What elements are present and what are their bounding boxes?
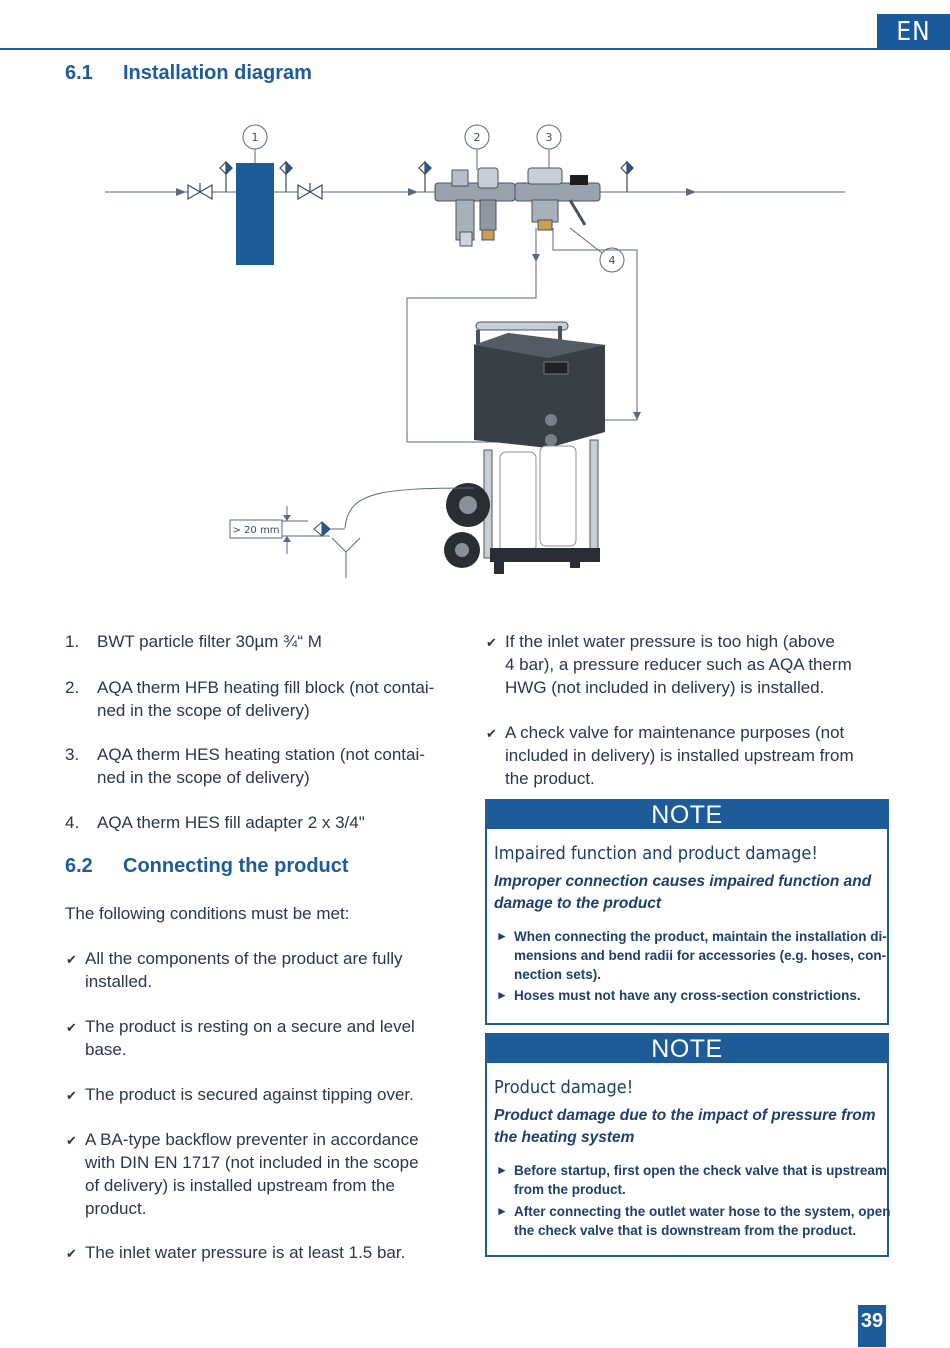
shutoff-valve-right xyxy=(298,183,322,199)
text-line: The product is secured against tipping over. xyxy=(85,1085,414,1104)
note-subtitle xyxy=(494,871,879,915)
legend-text xyxy=(97,630,459,653)
text-line: of delivery) is installed upstream from the xyxy=(85,1176,395,1195)
triangle-right-icon: ► xyxy=(496,1204,508,1218)
note-bullet-text xyxy=(514,1161,887,1199)
text-line: base. xyxy=(85,1040,127,1059)
triangle-right-icon: ► xyxy=(496,929,508,943)
text-line: mensions and bend radii for accessories (e.g. hoses, con- xyxy=(514,948,887,963)
condition-text xyxy=(85,1241,405,1264)
legend-number: 2. xyxy=(65,678,80,697)
legend-number: 4. xyxy=(65,813,80,832)
product-unit xyxy=(444,322,605,574)
text-line: with DIN EN 1717 (not included in the scope xyxy=(85,1153,419,1172)
shutoff-valve-left xyxy=(188,183,212,199)
callout-1: 1 xyxy=(251,131,259,144)
text-line: All the components of the product are fully xyxy=(85,949,403,968)
note-bullet-text xyxy=(514,927,887,984)
installation-diagram xyxy=(0,100,950,590)
text-line: product. xyxy=(85,1199,147,1218)
section-number: 6.1 xyxy=(65,62,93,84)
text-line: If the inlet water pressure is too high (above xyxy=(505,632,835,651)
note-header: NOTE xyxy=(487,1035,887,1063)
text-line: nection sets). xyxy=(514,967,602,982)
text-line: After connecting the outlet water hose to the system, open xyxy=(514,1204,891,1219)
condition-text xyxy=(85,1015,415,1061)
note-title: Impaired function and product damage! xyxy=(494,843,818,864)
text-line: The product is resting on a secure and level xyxy=(85,1017,415,1036)
heating-fill-block xyxy=(435,168,515,246)
note-title: Product damage! xyxy=(494,1077,634,1098)
text-line: Improper connection causes impaired function and xyxy=(494,873,872,890)
text-line: ned in the scope of delivery) xyxy=(97,701,310,720)
note-bullet-text xyxy=(514,986,884,1005)
legend-text xyxy=(97,676,459,722)
text-line: 4 bar), a pressure reducer such as AQA therm xyxy=(505,655,852,674)
section-number: 6.2 xyxy=(65,855,93,877)
text-line: the check valve that is downstream from the product. xyxy=(514,1223,857,1238)
section-title: Installation diagram xyxy=(123,62,312,84)
triangle-right-icon: ► xyxy=(496,1163,508,1177)
legend-text xyxy=(97,743,459,789)
condition-text xyxy=(505,630,852,699)
condition-text xyxy=(505,721,854,790)
text-line: ned in the scope of delivery) xyxy=(97,768,310,787)
triangle-right-icon: ► xyxy=(496,988,508,1002)
conditions-intro: The following conditions must be met: xyxy=(65,904,350,923)
callout-3: 3 xyxy=(545,131,553,144)
legend-number: 3. xyxy=(65,745,80,764)
text-line: The inlet water pressure is at least 1.5 bar. xyxy=(85,1243,406,1262)
text-line: AQA therm HES heating station (not contai- xyxy=(97,745,425,764)
text-line: from the product. xyxy=(514,1182,626,1197)
callout-4: 4 xyxy=(608,254,616,267)
text-line: damage to the product xyxy=(494,895,662,912)
text-line: When connecting the product, maintain the installation di- xyxy=(514,929,887,944)
heating-station xyxy=(515,168,600,230)
gap-label: > 20 mm xyxy=(232,525,280,536)
note-bullet-text xyxy=(514,1202,891,1240)
text-line: Hoses must not have any cross-section constrictions. xyxy=(514,988,861,1003)
note-box xyxy=(485,1033,889,1257)
text-line: AQA therm HFB heating fill block (not contai- xyxy=(97,678,435,697)
checkmark-icon: ✔ xyxy=(66,1246,77,1261)
checkmark-icon: ✔ xyxy=(66,1020,77,1035)
legend-number: 1. xyxy=(65,632,80,651)
note-box xyxy=(485,799,889,1025)
text-line: included in delivery) is installed upstream from xyxy=(505,746,854,765)
condition-text xyxy=(85,1128,419,1220)
text-line: Before startup, first open the check valve that is upstream xyxy=(514,1163,887,1178)
text-line: BWT particle filter 30µm ¾“ M xyxy=(97,632,322,651)
checkmark-icon: ✔ xyxy=(486,726,497,741)
text-line: AQA therm HES fill adapter 2 x 3/4" xyxy=(97,813,365,832)
header-rule xyxy=(0,48,878,50)
section-title: Connecting the product xyxy=(123,855,349,877)
text-line: A BA-type backflow preventer in accordance xyxy=(85,1130,419,1149)
checkmark-icon: ✔ xyxy=(486,635,497,650)
text-line: Product damage due to the impact of pressure from xyxy=(494,1107,876,1124)
callout-2: 2 xyxy=(473,131,481,144)
text-line: A check valve for maintenance purposes (not xyxy=(505,723,845,742)
checkmark-icon: ✔ xyxy=(66,1088,77,1103)
checkmark-icon: ✔ xyxy=(66,952,77,967)
text-line: installed. xyxy=(85,972,153,991)
language-tab: EN xyxy=(877,14,950,50)
note-subtitle xyxy=(494,1105,879,1149)
particle-filter xyxy=(236,163,274,265)
drain-outlet xyxy=(280,488,474,578)
text-line: HWG (not included in delivery) is installed. xyxy=(505,678,825,697)
condition-text xyxy=(85,947,403,993)
checkmark-icon: ✔ xyxy=(66,1133,77,1148)
page-number: 39 xyxy=(858,1305,886,1347)
text-line: the product. xyxy=(505,769,595,788)
legend-text xyxy=(97,811,459,834)
text-line: the heating system xyxy=(494,1129,635,1146)
condition-text xyxy=(85,1083,414,1106)
note-header: NOTE xyxy=(487,801,887,829)
